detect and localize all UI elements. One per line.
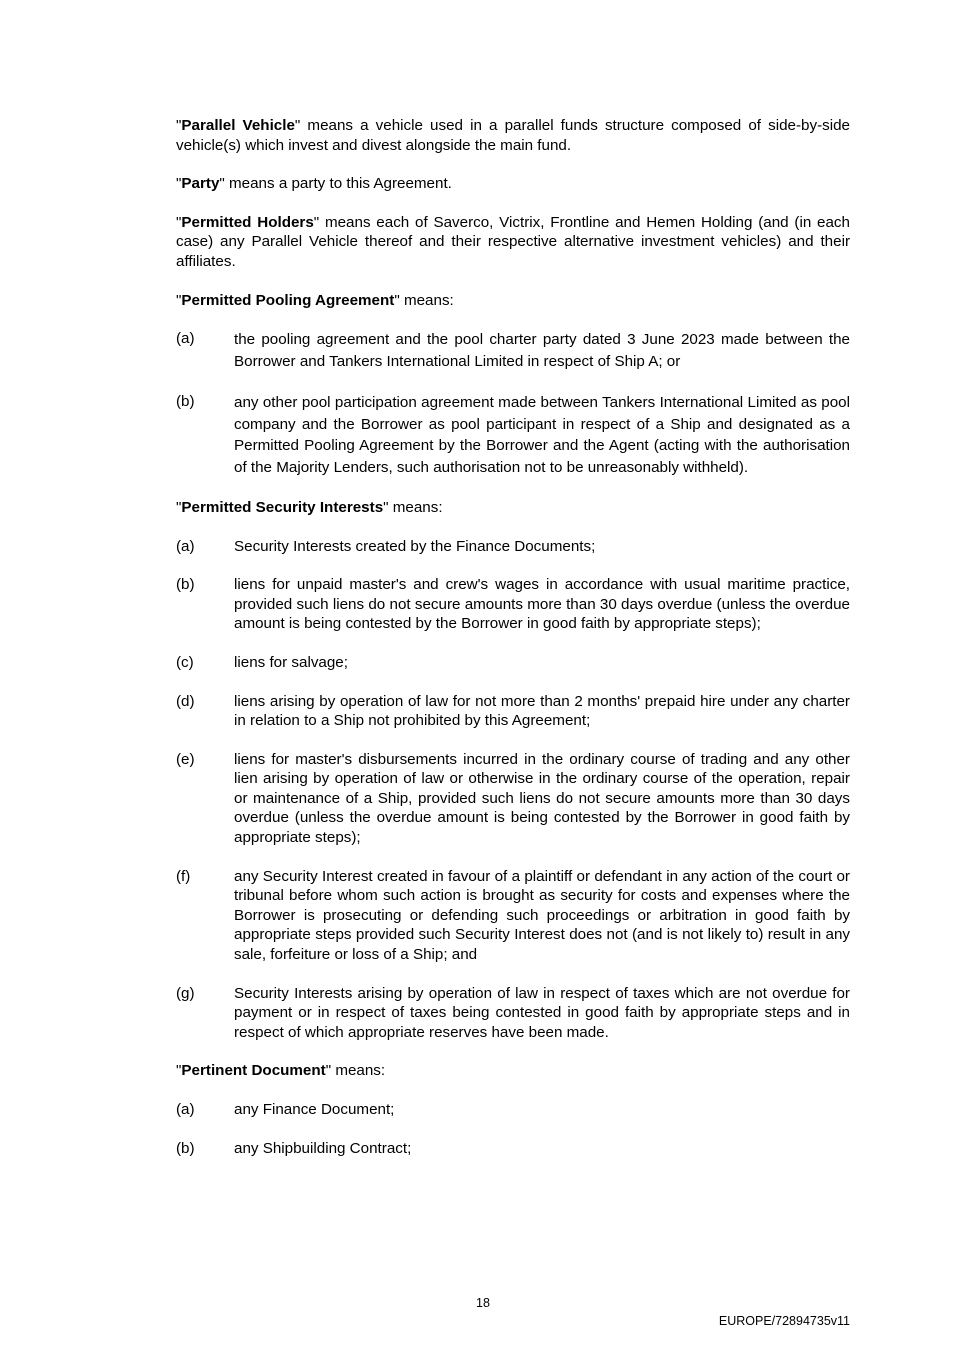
- definition-text: " means a vehicle used in a parallel funds structure composed of side-by-side vehicle(s) which invest and divest alongside the main fund.: [176, 117, 850, 154]
- definition-text: " means:: [383, 498, 443, 516]
- list-item: [176, 1139, 850, 1159]
- list-item-text: liens for master's disbursements incurred in the ordinary course of trading and any other lien arising by operation of law or otherwise in the ordinary course of the operation, repair or maintenance of a Ship, provided such liens do not secure amounts more than 30 days overdue (unless the overdue amount is being contested by the Borrower in good faith by appropriate steps);: [234, 750, 850, 847]
- open-quote: ": [176, 1062, 182, 1080]
- list-item-label: (a): [176, 1101, 195, 1118]
- open-quote: ": [176, 291, 182, 309]
- list-item-text: any Finance Document;: [234, 1101, 395, 1118]
- defined-term: Parallel Vehicle: [181, 117, 295, 134]
- list-item-label: (b): [176, 1139, 195, 1157]
- definition-pertinent-document: [176, 1061, 850, 1081]
- definition-text: " means each of Saverco, Victrix, Frontline and Hemen Holding (and (in each case) any Parallel Vehicle thereof and their respective alternative investment vehicles) and their affiliates.: [176, 213, 850, 270]
- list-item-text: liens arising by operation of law for not more than 2 months' prepaid hire under any charter in relation to a Ship not prohibited by this Agreement;: [234, 692, 850, 730]
- list-item: [176, 329, 850, 373]
- definition-permitted-security-interests: [176, 498, 850, 518]
- list-item-text: any Shipbuilding Contract;: [234, 1139, 412, 1157]
- open-quote: ": [176, 498, 182, 516]
- list-item: [176, 867, 850, 965]
- list-item-label: (a): [176, 537, 195, 555]
- list-item-label: (f): [176, 867, 191, 885]
- list-item-label: (a): [176, 330, 195, 348]
- list-item: [176, 750, 850, 848]
- list-item: [176, 692, 850, 731]
- list-item-label: (e): [176, 750, 195, 768]
- definition-text: " means:: [325, 1062, 386, 1080]
- definition-parallel-vehicle: [176, 116, 850, 155]
- list-item-text: any Security Interest created in favour of a plaintiff or defendant in any action of the court or tribunal before whom such action is brought as security for costs and expenses where the Borrower is prosecuting or defending such proceedings or arbitration in good faith by appropriate steps provided such Security Interest does not (and is not likely to) result in any sale, forfeiture or loss of a Ship; and: [234, 867, 850, 964]
- list-item: [176, 984, 850, 1043]
- list-item-text: liens for unpaid master's and crew's wages in accordance with usual maritime practice, provided such liens do not secure amounts more than 30 days overdue (unless the overdue amount is being contested by the Borrower in good faith by appropriate steps);: [234, 576, 850, 633]
- definition-text: " means:: [394, 291, 454, 309]
- definition-permitted-pooling-agreement: [176, 291, 850, 311]
- definition-text: " means a party to this Agreement.: [219, 175, 452, 193]
- list-item-text: the pooling agreement and the pool charter party dated 3 June 2023 made between the Borrower and Tankers International Limited in respect of Ship A; or: [234, 331, 850, 370]
- document-reference: EUROPE/72894735v11: [718, 1314, 850, 1328]
- document-body: [176, 116, 850, 1177]
- page-number: 18: [476, 1296, 490, 1310]
- list-item-text: Security Interests arising by operation of law in respect of taxes which are not overdue for payment or in respect of taxes being contested in good faith by appropriate steps and in respect of which appropriate reserves have been made.: [234, 984, 850, 1041]
- defined-term: Permitted Pooling Agreement: [181, 291, 395, 309]
- list-item-label: (d): [176, 692, 195, 710]
- defined-term: Permitted Security Interests: [181, 498, 384, 516]
- definition-party: [176, 174, 850, 194]
- list-item-label: (b): [176, 392, 195, 410]
- list-item: [176, 392, 850, 479]
- list-item-text: any other pool participation agreement made between Tankers International Limited as pool company and the Borrower as pool participant in respect of a Ship and designated as a Permitted Pooling Agreement by the Borrower and the Agent (acting with the authorisation of the Majority Lenders, such authorisation not to be unreasonably withheld).: [234, 393, 850, 477]
- open-quote: ": [176, 175, 182, 193]
- list-item: [176, 575, 850, 634]
- list-item: [176, 537, 850, 557]
- list-item: [176, 653, 850, 673]
- open-quote: ": [176, 117, 182, 134]
- list-item-label: (g): [176, 984, 195, 1002]
- defined-term: Permitted Holders: [181, 213, 314, 231]
- list-item-label: (b): [176, 576, 195, 594]
- list-item-text: Security Interests created by the Finance Documents;: [234, 537, 596, 555]
- list-item-text: liens for salvage;: [234, 653, 348, 671]
- open-quote: ": [176, 213, 182, 231]
- definition-permitted-holders: [176, 213, 850, 272]
- list-item: [176, 1100, 850, 1120]
- list-item-label: (c): [176, 653, 194, 671]
- defined-term: Party: [181, 175, 220, 193]
- defined-term: Pertinent Document: [181, 1062, 326, 1080]
